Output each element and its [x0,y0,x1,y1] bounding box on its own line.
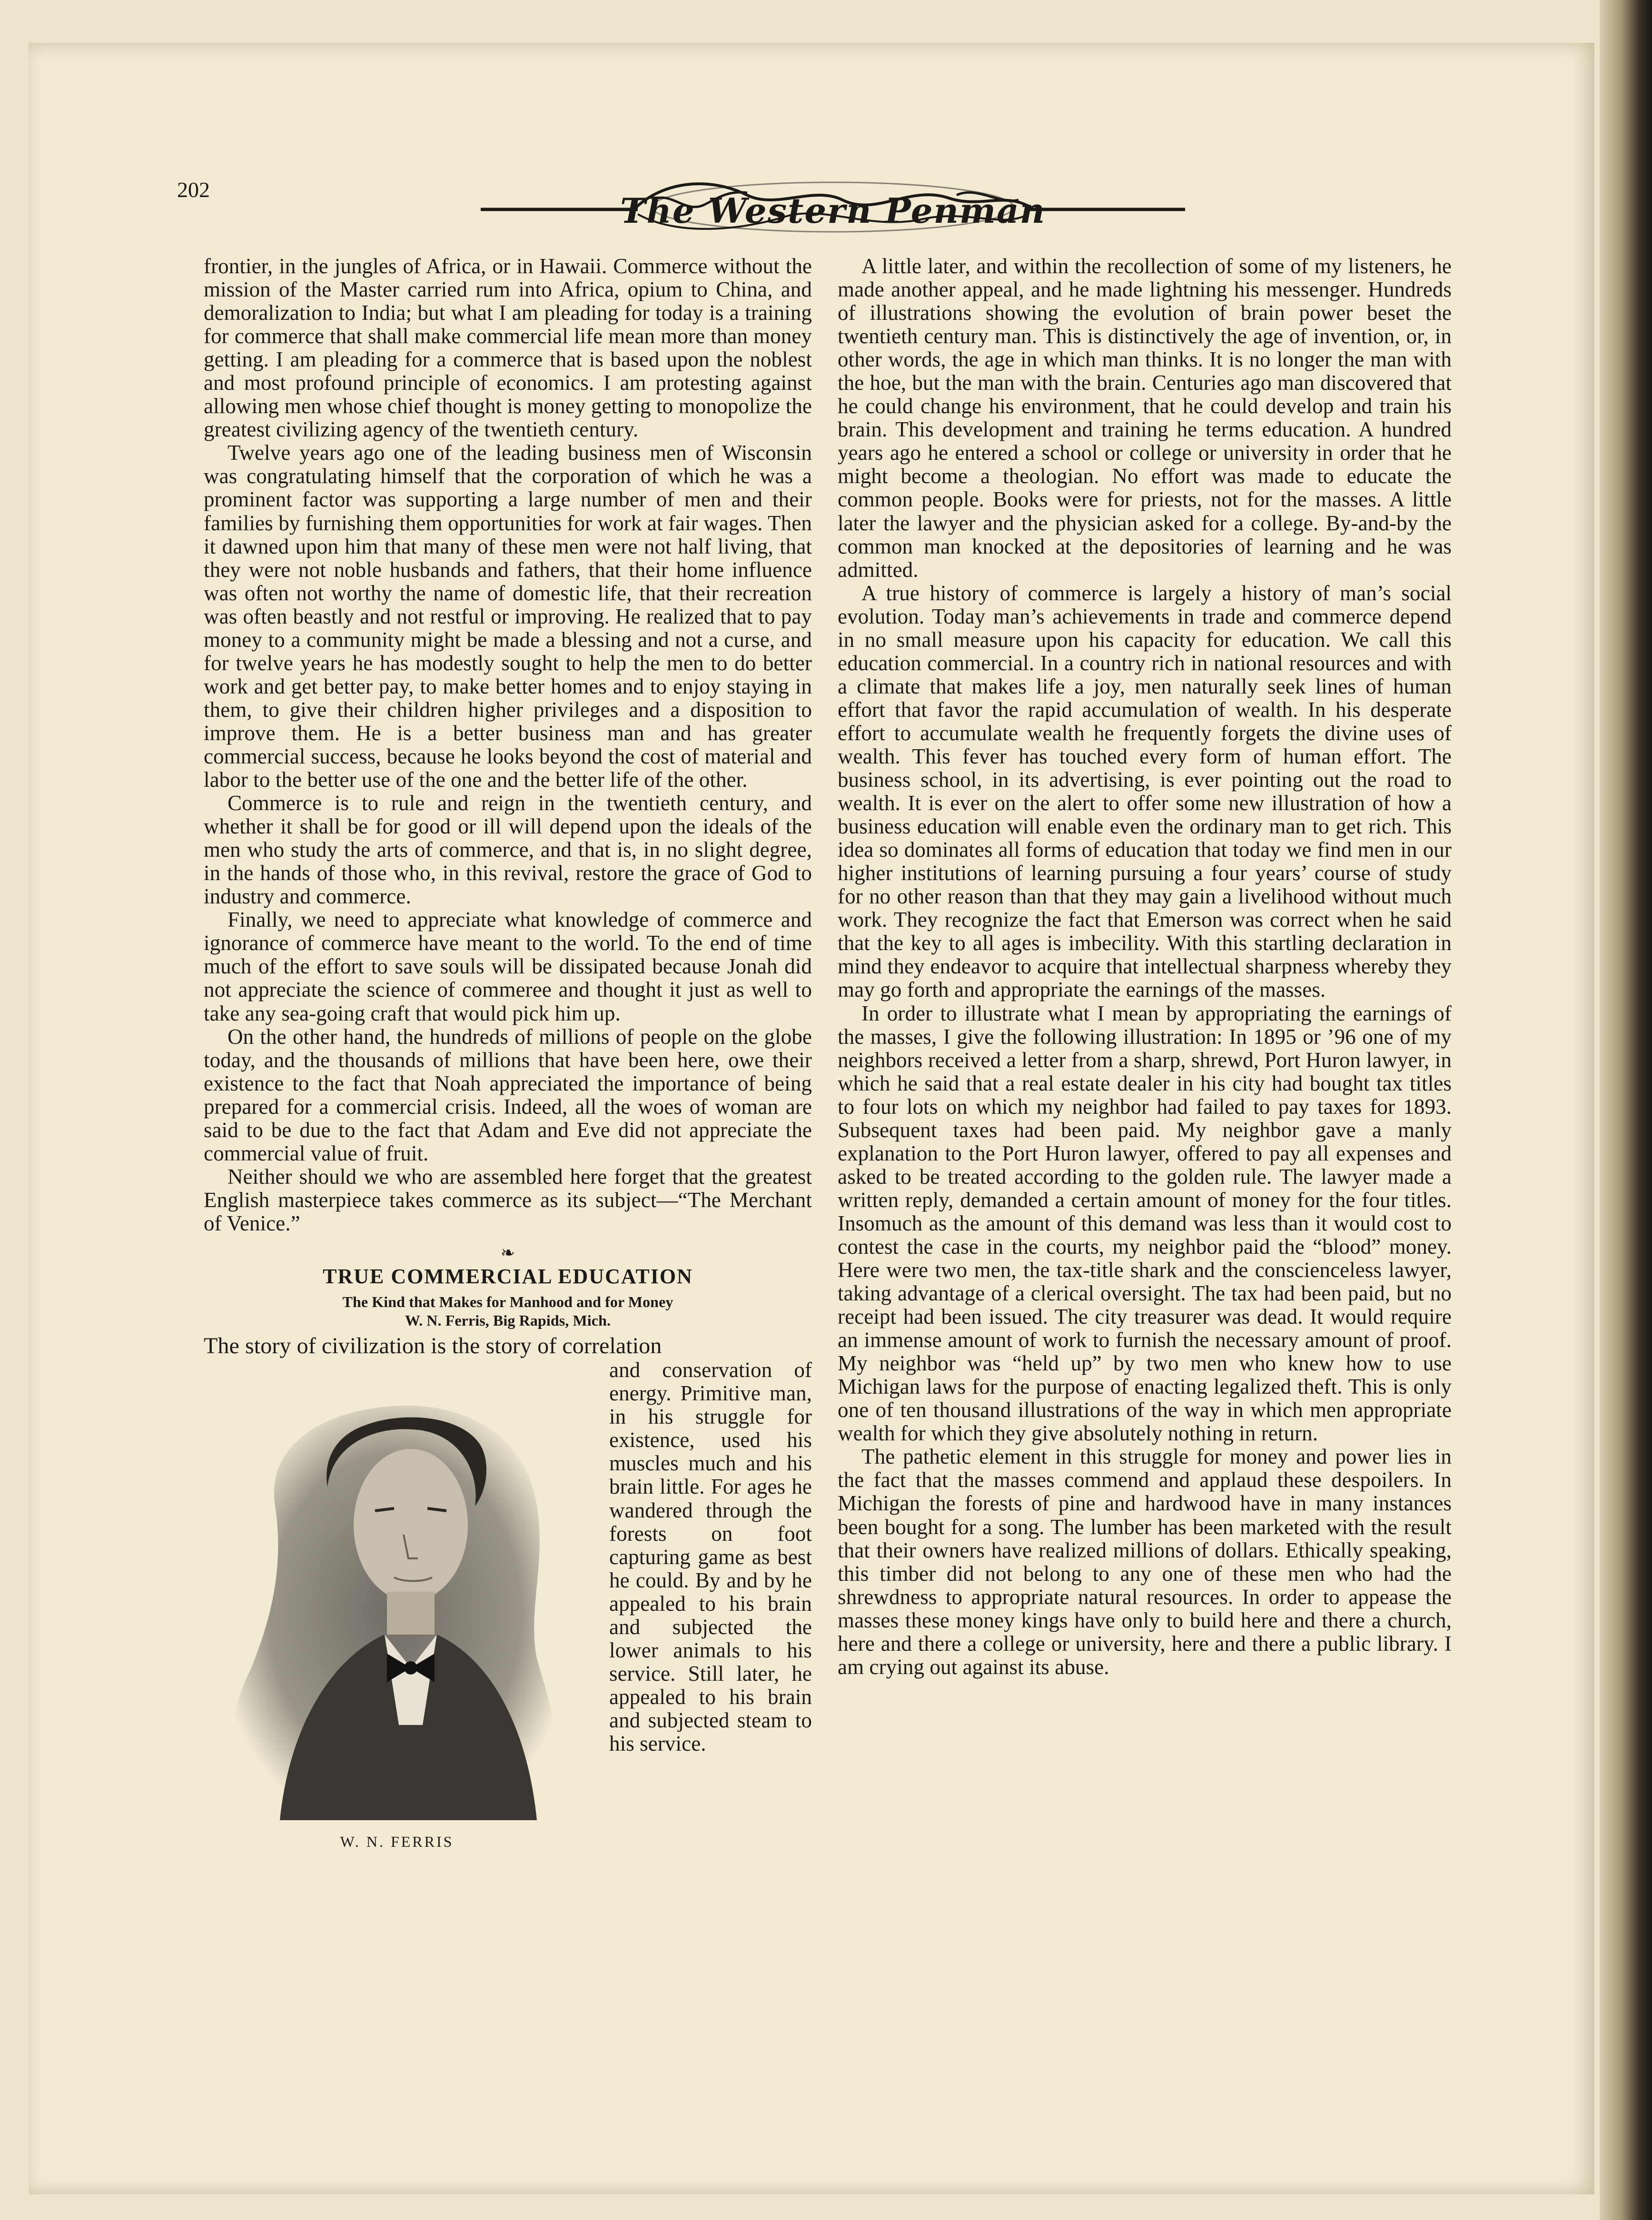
portrait-image [194,1363,600,1830]
paragraph: Finally, we need to appreciate what knowledge of commerce and ignorance of commerce have meant to the world. To the end of time much of the effort to save souls will be dissipated because Jonah did not appreciate the science of commeree and thought it just as well to take any sea-going craft that would pick him up. [204,908,812,1025]
book-spine [1600,0,1652,2220]
paragraph: A true history of commerce is largely a history of man’s social evolution. Today man’s achievements in trade and commerce depend in no small measure upon his capacity for education. We call this education commercial. In a country rich in national resources and with a climate that makes life a joy, men naturally seek lines of human effort that favor the rapid accumulation of wealth. In his desperate effort to accumulate wealth he frequently forgets the divine uses of wealth. This fever has touched every form of human effort. The business school, in its advertising, is ever pointing out the road to wealth. It is ever on the alert to offer some new illustration of how a business education will enable even the ordinary man to get rich. This idea so dominates all forms of education that today we find men in our higher institutions of learning pursuing a four years’ course of study for no other reason than that they may gain a livelihood without much work. They recognize the fact that Emerson was correct when he said that the key to all ages is imbecility. With this startling declaration in mind they endeavor to acquire that intellectual sharpness whereby they may go forth and appropriate the earnings of the masses. [838,581,1452,1002]
paragraph: On the other hand, the hundreds of millions of people on the globe today, and the thousands of millions that have been here, owe their existence to the fact that Noah appreciated the importance of being prepared for a commercial crisis. Indeed, all the woes of woman are said to be due to the fact that Adam and Eve did not appreciate the commercial value of fruit. [204,1024,812,1165]
article-title: TRUE COMMERCIAL EDUCATION [323,1265,693,1288]
article-intro-line: The story of civilization is the story of correlation [204,1333,662,1358]
paragraph: Commerce is to rule and reign in the twentieth century, and whether it shall be for good or ill will depend upon the ideals of the men who study the arts of commerce, and that is, in no slight degree, in the hands of those who, in this revival, restore the grace of God to industry and commerce. [204,791,812,909]
paragraph: Twelve years ago one of the leading business men of Wisconsin was congratulating himself that the corporation of which he was a prominent factor was supporting a large number of men and their families by furnishing them opportunities for work at fair wages. Then it dawned upon him that many of these men were not half living, that they were not noble husbands and fathers, that their home influence was often not worthy the name of domestic life, that their recreation was often beastly and not restful or improving. He realized that to pay money to a community might be made a blessing and not a curse, and for twelve years he has modestly sought to help the men to do better work and get better pay, to make better homes and to enjoy staying in them, to give their children higher privileges and a disposition to improve them. He is a better business man and has greater commercial success, because he looks beyond the cost of material and labor to the better use of the one and the better life of the other. [204,441,812,792]
left-column [204,255,812,1863]
paragraph: A little later, and within the recollection of some of my listeners, he made another appeal, and he made lightning his messenger. Hundreds of illustrations showing the evolution of brain power beset the twentieth century man. This is distinctively the age of invention, or, in other words, the age in which man thinks. It is no longer the man with the hoe, but the man with the brain. Centuries ago man discovered that he could change his environment, that he could develop and train his brain. This development and training he terms education. A hundred years ago he entered a school or college or university in order that he might become a theologian. No effort was made to educate the common people. Books were for priests, not for the masses. A little later the lawyer and the physician asked for a college. By-and-by the common man knocked at the depositories of learning and he was admitted. [838,254,1452,582]
ornament-icon: ❧ [500,1243,515,1262]
page-number: 202 [177,178,210,202]
paragraph: In order to illustrate what I mean by appropriating the earnings of the masses, I give the following illustration: In 1895 or ’96 one of my neighbors received a letter from a sharp, shrewd, Port Huron lawyer, in which he said that a real estate dealer in his city had bought tax titles to four lots on which my neighbor had failed to pay taxes for 1893. Subsequent taxes had been paid. My neighbor gave a manly explanation to the Port Huron lawyer, offered to pay all expenses and asked to be treated according to the golden rule. The lawyer made a written reply, demanded a certain amount of money for the four titles. Insomuch as the amount of this demand was less than it would cost to contest the case in the courts, my neighbor paid the “blood” money. Here were two men, the tax-title shark and the conscienceless lawyer, taking advantage of a clerical oversight. The tax had been paid, but no receipt had been issued. The city treasurer was dead. It would require an immense amount of work to furnish the necessary amount of proof. My neighbor was “held up” by two men who knew how to use Michigan laws for the purpose of enacting legalized theft. This is only one of ten thousand illustrations of the way in which men appropriate wealth for which they give absolutely nothing in return. [838,1001,1452,1446]
right-column [838,255,1452,1679]
paragraph: The pathetic element in this struggle for money and power lies in the fact that the masses commend and applaud these despoilers. In Michigan the forests of pine and hardwood have in many instances been bought for a song. The lumber has been marketed with the result that their owners have realized millions of dollars. Ethically speaking, this timber did not belong to any one of these men who had the shrewdness to appropriate natural resources. In order to appease the masses these money kings have only to build here and there a church, here and there a college or university, here and there a public library. I am crying out against its abuse. [838,1445,1452,1679]
article-wrapped-text: and conservation of energy. Primitive man, in his struggle for existence, used his muscles much and his brain little. For ages he wandered through the forests on foot capturing game as best he could. By and by he appealed to his brain and subjected the lower animals to his service. Still later, he appealed to his brain and subjected steam to his service. [609,1358,812,1755]
portrait [194,1363,600,1863]
article-byline: W. N. Ferris, Big Rapids, Mich. [405,1312,611,1329]
portrait-caption: W. N. FERRIS [340,1833,454,1851]
article-subtitle: The Kind that Makes for Manhood and for Money [342,1293,673,1311]
masthead-text: The Western Penman [620,190,1046,231]
masthead-logo [481,171,1185,243]
portrait-section [204,1358,812,1851]
paragraph: Neither should we who are assembled here forget that the greatest English masterpiece takes commerce as its subject—“The Merchant of Venice.” [204,1164,812,1235]
paragraph: frontier, in the jungles of Africa, or in Hawaii. Commerce without the mission of the Master carried rum into Africa, opium to China, and demoralization to India; but what I am pleading for today is a training for commerce that shall make commercial life mean more than money getting. I am pleading for a commerce that is based upon the noblest and most profound principle of economics. I am protesting against allowing men whose chief thought is money getting to monopolize the greatest civilizing agency of the twentieth century. [204,254,812,442]
